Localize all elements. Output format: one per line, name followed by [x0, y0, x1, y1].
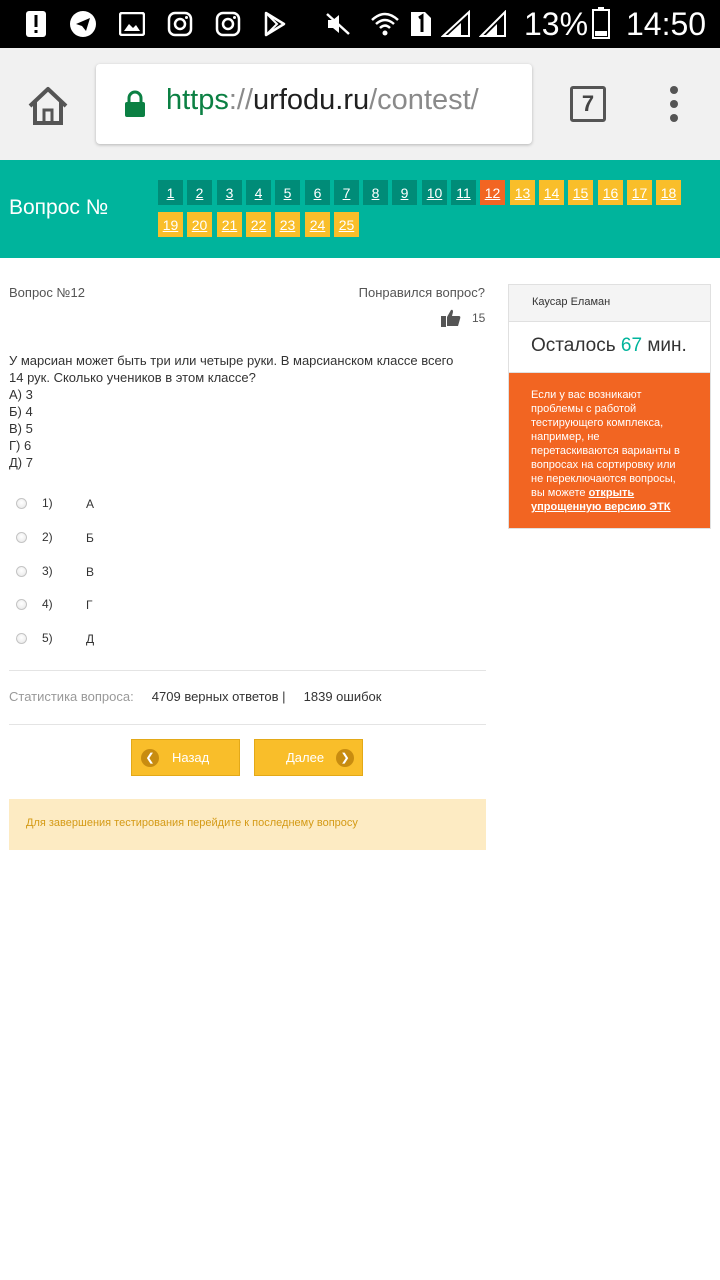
question-number-6[interactable]: 6 — [305, 180, 330, 205]
question-number-1[interactable]: 1 — [158, 180, 183, 205]
question-number-2[interactable]: 2 — [187, 180, 212, 205]
support-warning-text: Если у вас возникают проблемы с работой тестирующего комплекса, например, не перетаскиваются варианты в вопросах на сортировку или не переключаются вопросы, вы можете — [531, 389, 680, 499]
url-host: urfodu.ru — [253, 84, 370, 116]
question-number-13[interactable]: 13 — [510, 180, 535, 205]
question-number-18[interactable]: 18 — [656, 180, 681, 205]
stats-correct: 4709 верных ответов | — [151, 689, 286, 704]
back-button-label: Назад — [172, 750, 210, 765]
answer-radio[interactable] — [16, 532, 27, 543]
question-stats — [9, 689, 381, 704]
user-name: Каусар Еламан — [509, 285, 710, 322]
timer — [509, 322, 710, 373]
tab-switcher-button[interactable]: 7 — [570, 86, 606, 122]
support-warning — [509, 373, 710, 528]
answer-radio[interactable] — [16, 498, 27, 509]
chevron-right-icon: ❯ — [336, 749, 354, 767]
question-number-10[interactable]: 10 — [422, 180, 447, 205]
battery-percent: 13% — [524, 6, 589, 42]
lock-icon — [124, 90, 146, 118]
divider — [9, 724, 486, 725]
question-number-22[interactable]: 22 — [246, 212, 271, 237]
question-number-3[interactable]: 3 — [217, 180, 242, 205]
sidebar-panel — [508, 284, 711, 529]
answer-number: 2) — [42, 530, 53, 544]
like-prompt: Понравился вопрос? — [358, 285, 485, 300]
chevron-left-icon: ❮ — [141, 749, 159, 767]
question-text-line: Д) 7 — [9, 455, 33, 470]
question-number-5[interactable]: 5 — [275, 180, 300, 205]
finish-notice-text: Для завершения тестирования перейдите к последнему вопросу — [26, 817, 358, 829]
play-store-icon — [262, 10, 288, 38]
question-number-11[interactable]: 11 — [451, 180, 476, 205]
signal-icon — [440, 10, 472, 38]
question-number-24[interactable]: 24 — [305, 212, 330, 237]
instagram-icon — [166, 10, 194, 38]
overflow-menu-icon[interactable] — [664, 86, 684, 122]
clock: 14:50 — [626, 6, 707, 42]
next-button-label: Далее — [286, 750, 325, 765]
question-number-20[interactable]: 20 — [187, 212, 212, 237]
stats-label: Статистика вопроса: — [9, 689, 134, 704]
question-number-15[interactable]: 15 — [568, 180, 593, 205]
alert-icon — [24, 10, 48, 38]
instagram-icon — [214, 10, 242, 38]
question-number-23[interactable]: 23 — [275, 212, 300, 237]
answer-label: Д — [86, 632, 95, 646]
url-scheme: https — [166, 84, 229, 116]
status-bar — [0, 0, 720, 48]
question-text-line: 14 рук. Сколько учеников в этом классе? — [9, 370, 256, 385]
url-path: /contest/ — [369, 84, 479, 116]
question-number-9[interactable]: 9 — [392, 180, 417, 205]
answer-option[interactable] — [16, 562, 216, 582]
answer-label: Г — [86, 598, 93, 612]
wifi-icon — [370, 10, 400, 38]
answer-option[interactable] — [16, 494, 216, 514]
signal-icon — [478, 10, 508, 38]
question-number-14[interactable]: 14 — [539, 180, 564, 205]
question-number-21[interactable]: 21 — [217, 212, 242, 237]
telegram-icon — [68, 10, 98, 38]
address-bar[interactable] — [96, 64, 532, 144]
url-text[interactable] — [166, 84, 479, 117]
answer-radio[interactable] — [16, 633, 27, 644]
finish-notice — [9, 799, 486, 850]
mute-icon — [324, 10, 352, 38]
question-text-line: В) 5 — [9, 421, 33, 436]
question-number-16[interactable]: 16 — [598, 180, 623, 205]
question-text-line: Г) 6 — [9, 438, 32, 453]
answer-number: 4) — [42, 597, 53, 611]
answer-option[interactable] — [16, 595, 216, 615]
question-number-17[interactable]: 17 — [627, 180, 652, 205]
sim1-icon — [408, 10, 434, 38]
answer-number: 1) — [42, 496, 53, 510]
next-button[interactable] — [254, 739, 363, 776]
question-text — [9, 352, 485, 471]
question-text-line: Б) 4 — [9, 404, 33, 419]
timer-value: 67 — [620, 335, 643, 356]
timer-prefix: Осталось — [531, 335, 616, 356]
question-number-19[interactable]: 19 — [158, 212, 183, 237]
answer-label: Б — [86, 531, 94, 545]
answer-label: А — [86, 497, 95, 511]
browser-toolbar — [0, 48, 720, 160]
timer-suffix: мин. — [647, 335, 687, 356]
back-button[interactable] — [131, 739, 240, 776]
divider — [9, 670, 486, 671]
question-number-7[interactable]: 7 — [334, 180, 359, 205]
battery-icon — [590, 6, 612, 40]
question-number-25[interactable]: 25 — [334, 212, 359, 237]
thumbs-up-icon[interactable] — [441, 309, 461, 327]
question-label: Вопрос №12 — [9, 285, 85, 300]
question-number-8[interactable]: 8 — [363, 180, 388, 205]
question-nav-header — [0, 160, 720, 258]
question-number-12[interactable]: 12 — [480, 180, 505, 205]
question-text-line: А) 3 — [9, 387, 33, 402]
answer-radio[interactable] — [16, 566, 27, 577]
stats-errors: 1839 ошибок — [303, 689, 382, 704]
answer-number: 5) — [42, 631, 53, 645]
simplified-version-link[interactable]: открыть упрощенную версию ЭТК — [531, 487, 671, 513]
question-number-4[interactable]: 4 — [246, 180, 271, 205]
like-count: 15 — [472, 311, 486, 325]
gallery-icon — [118, 10, 146, 38]
answer-number: 3) — [42, 564, 53, 578]
answer-option[interactable] — [16, 629, 216, 649]
question-nav-title: Вопрос № — [9, 196, 109, 219]
answer-label: В — [86, 565, 95, 579]
question-text-line: У марсиан может быть три или четыре руки. В марсианском классе всего — [9, 353, 454, 368]
answer-option[interactable] — [16, 528, 216, 548]
url-separator: :// — [228, 84, 254, 116]
answer-radio[interactable] — [16, 599, 27, 610]
home-icon[interactable] — [26, 84, 70, 128]
